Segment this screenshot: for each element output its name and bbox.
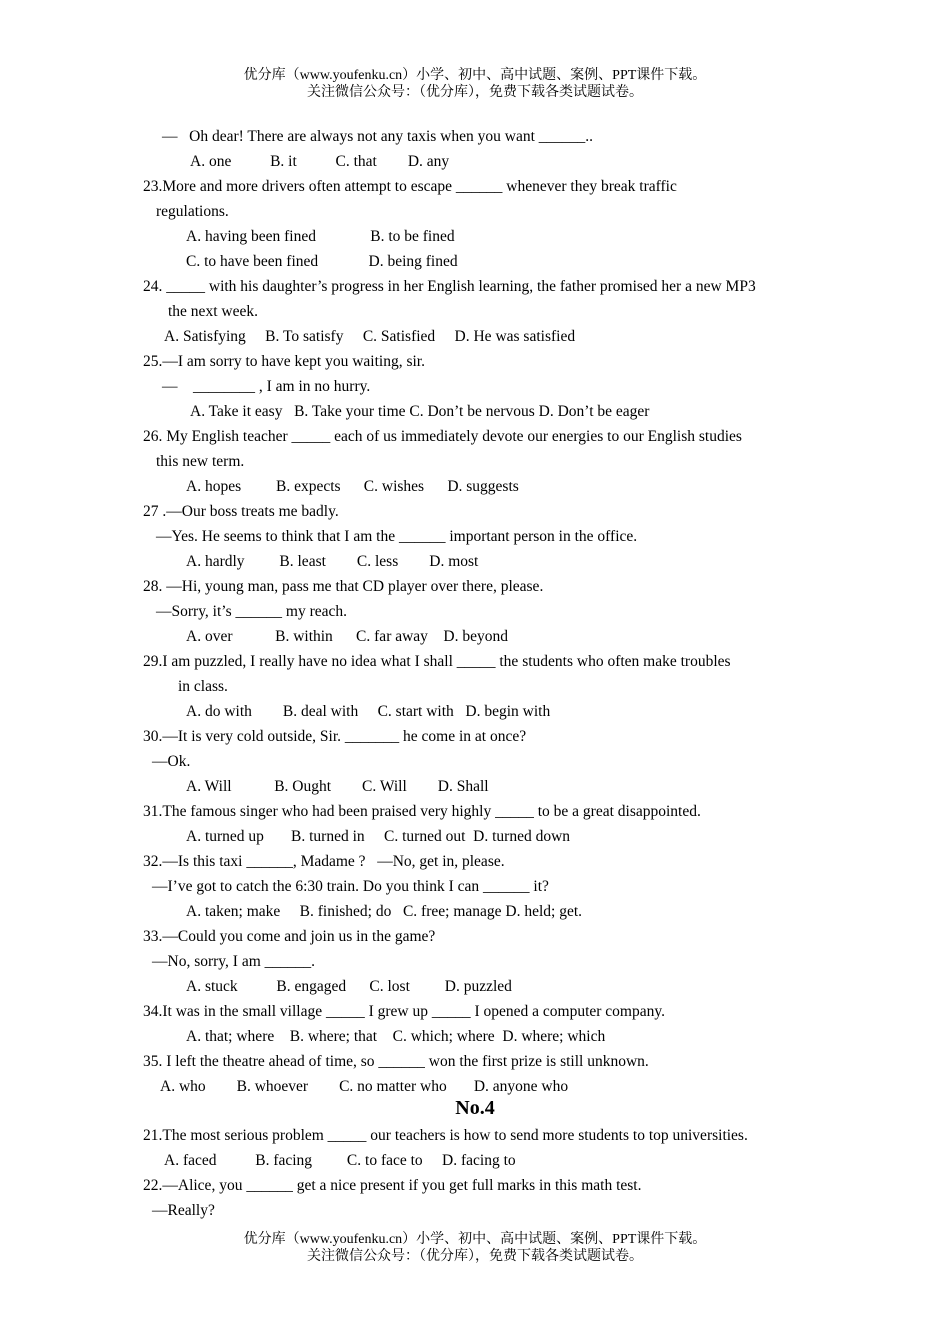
no4-q21-stem: 21.The most serious problem _____ our teachers is how to send more students to top universities. [143,1127,748,1144]
page-header [0,67,950,101]
q23-stem-cont: regulations. [156,203,229,220]
q33-options: A. stuck B. engaged C. lost D. puzzled [186,978,512,995]
q34-stem: 34.It was in the small village _____ I grew up _____ I opened a computer company. [143,1003,665,1020]
q28-stem: 28. —Hi, young man, pass me that CD player over there, please. [143,578,544,595]
q23-stem: 23.More and more drivers often attempt to escape ______ whenever they break traffic [143,178,677,195]
no4-q22-reply: —Really? [152,1202,215,1219]
q23-options-cd: C. to have been fined D. being fined [186,253,458,270]
q35-stem: 35. I left the theatre ahead of time, so ______ won the first prize is still unknown. [143,1053,649,1070]
q26-stem-cont: this new term. [156,453,245,470]
q24-stem: 24. _____ with his daughter’s progress in her English learning, the father promised her a new MP3 [143,278,756,295]
no4-q21-options: A. faced B. facing C. to face to D. facing to [164,1152,516,1169]
q35-options: A. who B. whoever C. no matter who D. anyone who [160,1078,569,1095]
q32-stem: 32.—Is this taxi ______, Madame ? —No, get in, please. [143,853,505,870]
q32-reply: —I’ve got to catch the 6:30 train. Do you think I can ______ it? [152,878,549,895]
q26-stem: 26. My English teacher _____ each of us immediately devote our energies to our English studies [143,428,742,445]
q29-stem-cont: in class. [178,678,228,695]
q27-options: A. hardly B. least C. less D. most [186,553,479,570]
section-title: No.4 [455,1097,495,1119]
q24-options: A. Satisfying B. To satisfy C. Satisfied D. He was satisfied [164,328,576,345]
q33-reply: —No, sorry, I am ______. [152,953,316,970]
q28-options: A. over B. within C. far away D. beyond [186,628,509,645]
q30-reply: —Ok. [152,753,191,770]
footer-line-2: 关注微信公众号：（优分库），免费下载各类试题试卷。 [307,1249,643,1264]
q23-options-ab: A. having been fined B. to be fined [186,228,455,245]
header-line-1: 优分库（www.youfenku.cn）小学、初中、高中试题、案例、PPT课件下载。 [243,68,707,83]
q29-options: A. do with B. deal with C. start with D. begin with [186,703,551,720]
q25-stem: 25.—I am sorry to have kept you waiting, sir. [143,353,425,370]
q31-stem: 31.The famous singer who had been praised very highly _____ to be a great disappointed. [143,803,701,820]
q34-options: A. that; where B. where; that C. which; where D. where; which [186,1028,606,1045]
q24-stem-cont: the next week. [168,303,258,320]
q22-options: A. one B. it C. that D. any [190,153,450,170]
q22-dialogue-reply: — Oh dear! There are always not any taxis when you want ______.. [162,128,594,145]
q33-stem: 33.—Could you come and join us in the game? [143,928,436,945]
q25-reply: — ________ , I am in no hurry. [162,378,371,395]
q32-options: A. taken; make B. finished; do C. free; manage D. held; get. [186,903,583,920]
q27-stem: 27 .—Our boss treats me badly. [143,503,339,520]
page-footer [0,1231,950,1265]
q30-options: A. Will B. Ought C. Will D. Shall [186,778,489,795]
q31-options: A. turned up B. turned in C. turned out D. turned down [186,828,571,845]
q30-stem: 30.—It is very cold outside, Sir. _______ he come in at once? [143,728,527,745]
no4-q22-stem: 22.—Alice, you ______ get a nice present if you get full marks in this math test. [143,1177,642,1194]
q29-stem: 29.I am puzzled, I really have no idea what I shall _____ the students who often make troubles [143,653,731,670]
q25-options: A. Take it easy B. Take your time C. Don’t be nervous D. Don’t be eager [190,403,650,420]
q27-reply: —Yes. He seems to think that I am the ______ important person in the office. [156,528,638,545]
q26-options: A. hopes B. expects C. wishes D. suggests [186,478,519,495]
footer-line-1: 优分库（www.youfenku.cn）小学、初中、高中试题、案例、PPT课件下载。 [243,1232,707,1247]
header-line-2: 关注微信公众号：（优分库），免费下载各类试题试卷。 [307,85,643,100]
q28-reply: —Sorry, it’s ______ my reach. [156,603,347,620]
